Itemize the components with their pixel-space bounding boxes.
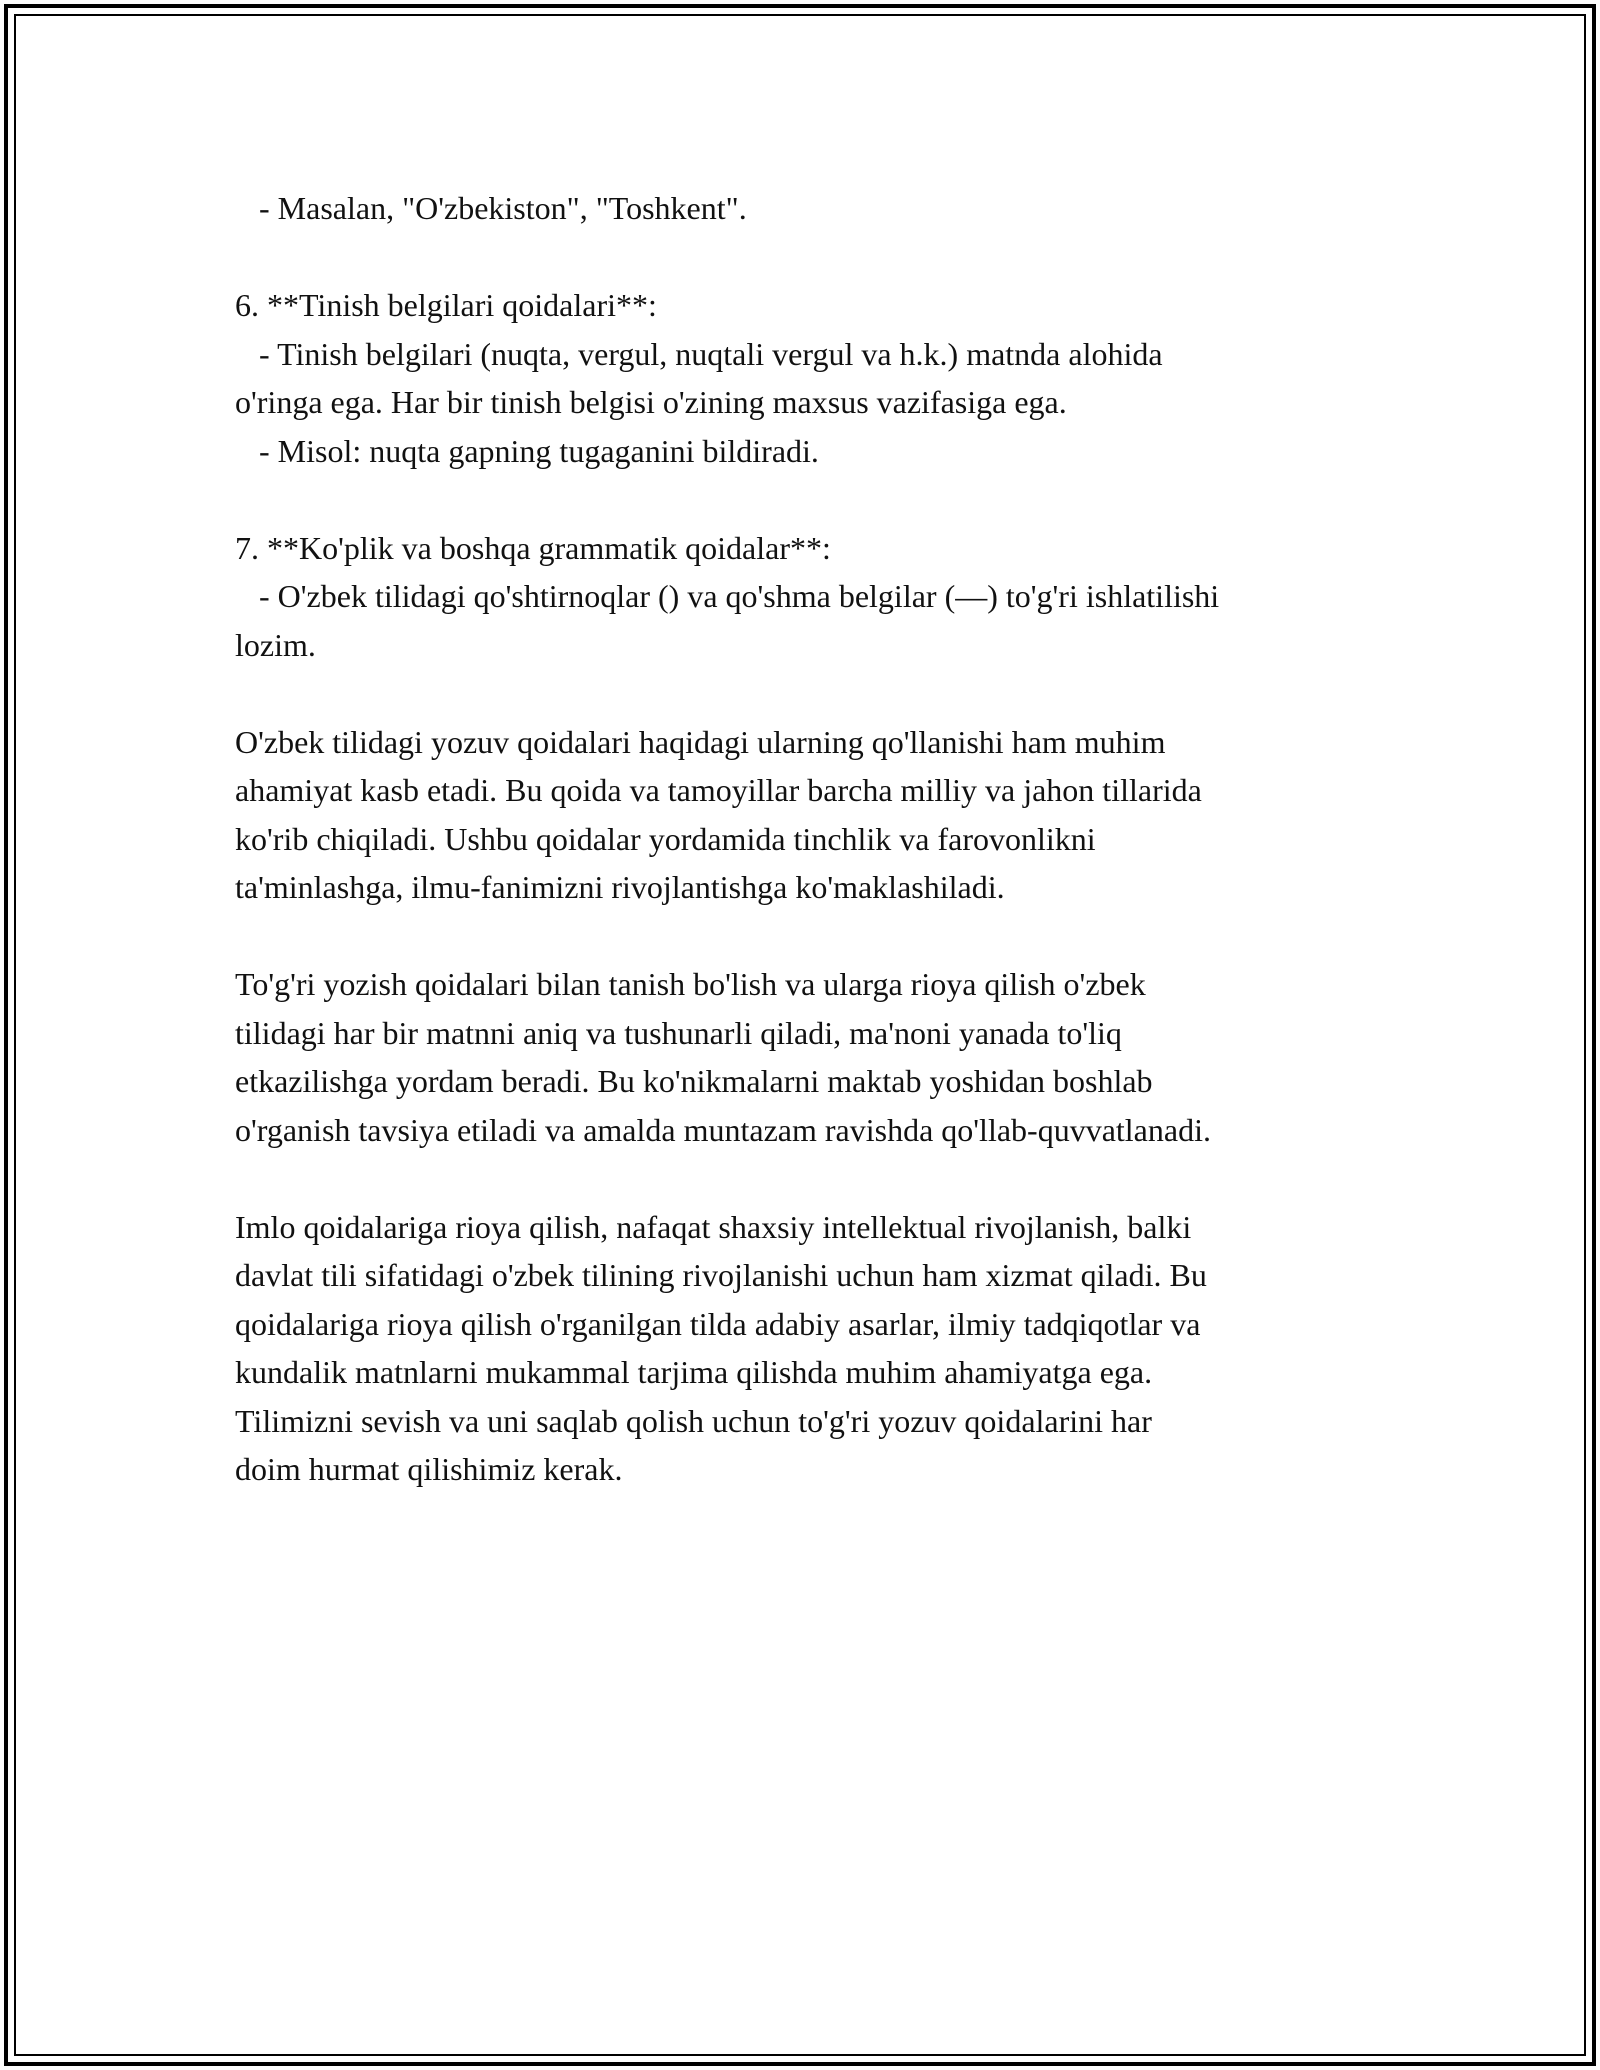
blank-line (235, 669, 1375, 718)
text-line: kundalik matnlarni mukammal tarjima qilishda muhim ahamiyatga ega. (235, 1354, 1153, 1390)
text-line: o'rganish tavsiya etiladi va amalda muntazam ravishda qo'llab-quvvatlanadi. (235, 1111, 1211, 1148)
text-line: - Tinish belgilari (nuqta, vergul, nuqtali vergul va h.k.) matnda alohida (235, 335, 1163, 372)
text-line: ko'rib chiqiladi. Ushbu qoidalar yordamida tinchlik va farovonlikni (235, 820, 1096, 857)
text-line: davlat tili sifatidagi o'zbek tilining rivojlanishi uchun ham xizmat qiladi. Bu (235, 1257, 1207, 1293)
blank-line (235, 1154, 1375, 1203)
text-line: doim hurmat qilishimiz kerak. (235, 1451, 623, 1487)
text-line: O'zbek tilidagi yozuv qoidalari haqidagi ularning qo'llanishi ham muhim (235, 723, 1166, 760)
text-line: 6. **Tinish belgilari qoidalari**: (235, 287, 657, 323)
document-body (235, 184, 1375, 1494)
text-line: Tilimizni sevish va uni saqlab qolish uchun to'g'ri yozuv qoidalarini har (235, 1402, 1152, 1439)
text-line: qoidalariga rioya qilish o'rganilgan tilda adabiy asarlar, ilmiy tadqiqotlar va (235, 1305, 1201, 1342)
text-line: ta'minlashga, ilmu-fanimizni rivojlantishga ko'maklashiladi. (235, 869, 1005, 905)
blank-line (235, 233, 1375, 282)
text-line: tilidagi har bir matnni aniq va tushunarli qiladi, ma'noni yanada to'liq (235, 1014, 1122, 1051)
text-line: o'ringa ega. Har bir tinish belgisi o'zining maxsus vazifasiga ega. (235, 384, 1067, 420)
text-line: To'g'ri yozish qoidalari bilan tanish bo'lish va ularga rioya qilish o'zbek (235, 966, 1146, 1002)
text-line: - Masalan, "O'zbekiston", "Toshkent". (235, 190, 747, 226)
text-line: - Misol: nuqta gapning tugaganini bildiradi. (235, 432, 819, 469)
text-line: etkazilishga yordam beradi. Bu ko'nikmalarni maktab yoshidan boshlab (235, 1063, 1153, 1099)
blank-line (235, 475, 1375, 524)
text-line: Imlo qoidalariga rioya qilish, nafaqat shaxsiy intellektual rivojlanish, balki (235, 1208, 1192, 1245)
text-line: ahamiyat kasb etadi. Bu qoida va tamoyillar barcha milliy va jahon tillarida (235, 772, 1202, 808)
text-line: lozim. (235, 626, 316, 663)
text-line: - O'zbek tilidagi qo'shtirnoqlar () va qo'shma belgilar (—) to'g'ri ishlatilishi (235, 578, 1220, 614)
text-line: 7. **Ko'plik va boshqa grammatik qoidalar**: (235, 529, 831, 566)
blank-line (235, 912, 1375, 961)
